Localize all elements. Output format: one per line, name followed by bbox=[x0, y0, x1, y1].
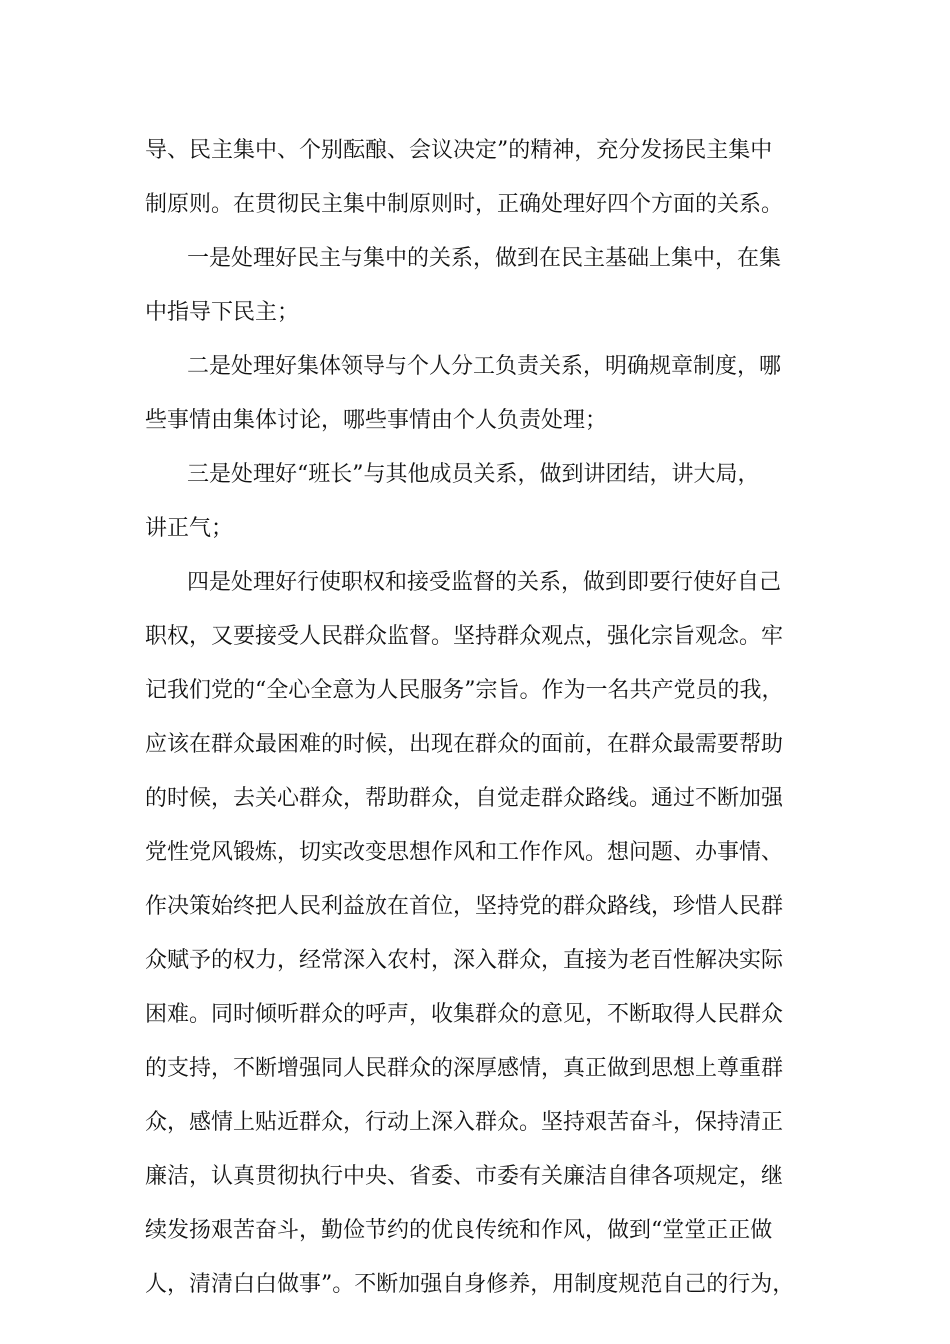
text-line: 制原则。在贯彻民主集中制原则时，正确处理好四个方面的关系。 bbox=[145, 192, 784, 217]
text-line: 续发扬艰苦奋斗，勤俭节约的优良传统和作风，做到“堂堂正正做 bbox=[145, 1218, 773, 1243]
text-line: 的支持，不断增强同人民群众的深厚感情，真正做到思想上尊重群 bbox=[145, 1056, 784, 1081]
text-line: 职权，又要接受人民群众监督。坚持群众观点，强化宗旨观念。牢 bbox=[145, 624, 784, 649]
text-line: 人，清清白白做事”。不断加强自身修养，用制度规范自己的行为， bbox=[145, 1272, 795, 1297]
text-line: 众赋予的权力，经常深入农村，深入群众，直接为老百性解决实际 bbox=[145, 948, 784, 973]
text-line: 廉洁，认真贯彻执行中央、省委、市委有关廉洁自律各项规定，继 bbox=[145, 1164, 784, 1189]
text-line: 困难。同时倾听群众的呼声，收集群众的意见，不断取得人民群众 bbox=[145, 1002, 784, 1027]
text-line: 的时候，去关心群众，帮助群众，自觉走群众路线。通过不断加强 bbox=[145, 786, 784, 811]
text-line: 些事情由集体讨论，哪些事情由个人负责处理； bbox=[145, 408, 608, 433]
text-line: 四是处理好行使职权和接受监督的关系，做到即要行使好自己 bbox=[187, 570, 782, 595]
text-line: 中指导下民主； bbox=[145, 300, 300, 325]
text-line: 一是处理好民主与集中的关系，做到在民主基础上集中，在集 bbox=[187, 246, 782, 271]
text-line: 导、民主集中、个别酝酿、会议决定”的精神，充分发扬民主集中 bbox=[145, 138, 773, 163]
text-line: 党性党风锻炼，切实改变思想作风和工作作风。想问题、办事情、 bbox=[145, 840, 784, 865]
text-line: 二是处理好集体领导与个人分工负责关系，明确规章制度，哪 bbox=[187, 354, 782, 379]
text-line: 三是处理好“班长”与其他成员关系，做到讲团结，讲大局， bbox=[187, 462, 760, 487]
text-line: 众，感情上贴近群众，行动上深入群众。坚持艰苦奋斗，保持清正 bbox=[145, 1110, 784, 1135]
text-line: 记我们党的“全心全意为人民服务”宗旨。作为一名共产党员的我， bbox=[145, 678, 784, 703]
text-line: 应该在群众最困难的时候，出现在群众的面前，在群众最需要帮助 bbox=[145, 732, 784, 757]
text-line: 讲正气； bbox=[145, 516, 234, 541]
text-line: 作决策始终把人民利益放在首位，坚持党的群众路线，珍惜人民群 bbox=[145, 894, 784, 919]
body-text bbox=[145, 127, 805, 1315]
